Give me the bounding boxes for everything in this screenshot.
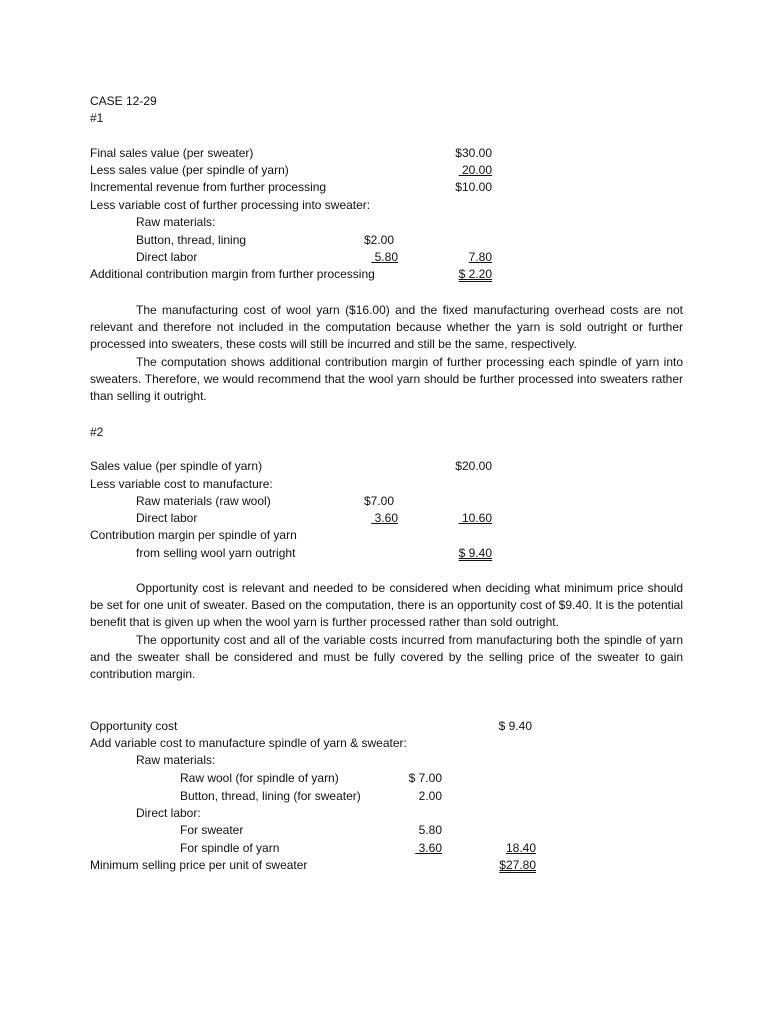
min-row-subvalue: 5.80 <box>418 823 442 837</box>
p1-row-label: Button, thread, lining <box>136 233 247 247</box>
min-row-label: Direct labor: <box>136 806 201 820</box>
min-row-label: Button, thread, lining (for sweater) <box>180 789 361 803</box>
min-row-subvalue: 2.00 <box>418 789 442 803</box>
p2-row-value: $20.00 <box>455 459 492 473</box>
min-price-total: $27.80 <box>499 858 536 872</box>
p2-row-subvalue: $7.00 <box>363 494 394 508</box>
paragraph: Opportunity cost is relevant and needed to be considered when deciding what minimum price should be set for one unit of sweater. Based on the computation, there is an opportunity cost of $9.40. It is the potential benefit that is given up when the wool yarn is further processed rather than sold outright. <box>90 581 683 630</box>
min-row-value: $ 9.40 <box>498 719 532 733</box>
min-row-label: Minimum selling price per unit of sweater <box>90 858 308 872</box>
p2-row-value: 10.60 <box>458 511 492 525</box>
min-row-subvalue: 3.60 <box>415 841 442 855</box>
p2-row-subvalue: 3.60 <box>371 511 398 525</box>
min-row-value: 18.40 <box>505 841 536 855</box>
part2-explanation <box>90 580 683 683</box>
min-row-label: Raw materials: <box>136 753 216 767</box>
p2-row-label: Sales value (per spindle of yarn) <box>90 459 263 473</box>
p2-row-label: Contribution margin per spindle of yarn <box>90 528 297 542</box>
p1-row-label: Less sales value (per spindle of yarn) <box>90 163 289 177</box>
p1-row-value: 20.00 <box>458 163 492 177</box>
p1-row-label: Direct labor <box>136 250 198 264</box>
part1-heading: #1 <box>90 111 104 125</box>
p1-row-label: Final sales value (per sweater) <box>90 146 254 160</box>
paragraph: The opportunity cost and all of the variable costs incurred from manufacturing both the spindle of yarn and the sweater shall be considered and must be fully covered by the selling price of the sweater to gain contribution margin. <box>90 632 683 682</box>
p1-row-subvalue: 5.80 <box>371 250 398 264</box>
p2-row-label: Direct labor <box>136 511 198 525</box>
paragraph: The manufacturing cost of wool yarn ($16.00) and the fixed manufacturing overhead costs are not relevant and therefore not included in the computation because whether the yarn is sold outright or further processed into sweaters, these costs will still be incurred and still be the same, respectively. <box>90 303 683 352</box>
p1-row-label: Raw materials: <box>136 215 216 229</box>
min-row-subvalue: $ 7.00 <box>408 771 442 785</box>
p1-row-value: $30.00 <box>455 146 492 160</box>
p1-row-label: Additional contribution margin from further processing <box>90 267 375 281</box>
p1-row-value: 7.80 <box>468 250 492 264</box>
paragraph: The computation shows additional contribution margin of further processing each spindle of yarn into sweaters. Therefore, we would recommend that the wool yarn should be further processed into sweaters rather than selling it outright. <box>90 354 683 404</box>
p1-row-value: $10.00 <box>455 180 492 194</box>
p1-row-label: Incremental revenue from further processing <box>90 180 327 194</box>
p1-total-value: $ 2.20 <box>458 267 492 281</box>
min-row-label: Opportunity cost <box>90 719 178 733</box>
min-row-label: For sweater <box>180 823 244 837</box>
p1-row-subvalue: $2.00 <box>363 233 394 247</box>
min-row-label: Raw wool (for spindle of yarn) <box>180 771 339 785</box>
min-row-label: For spindle of yarn <box>180 841 280 855</box>
p2-row-label: Raw materials (raw wool) <box>136 494 271 508</box>
p2-row-label: from selling wool yarn outright <box>136 546 296 560</box>
p2-total-value: $ 9.40 <box>458 546 492 560</box>
part1-explanation <box>90 302 683 405</box>
p1-row-label: Less variable cost of further processing into sweater: <box>90 198 371 212</box>
p2-row-label: Less variable cost to manufacture: <box>90 477 273 491</box>
min-row-label: Add variable cost to manufacture spindle of yarn & sweater: <box>90 736 407 750</box>
part2-heading: #2 <box>90 425 104 439</box>
case-title: CASE 12-29 <box>90 94 157 108</box>
